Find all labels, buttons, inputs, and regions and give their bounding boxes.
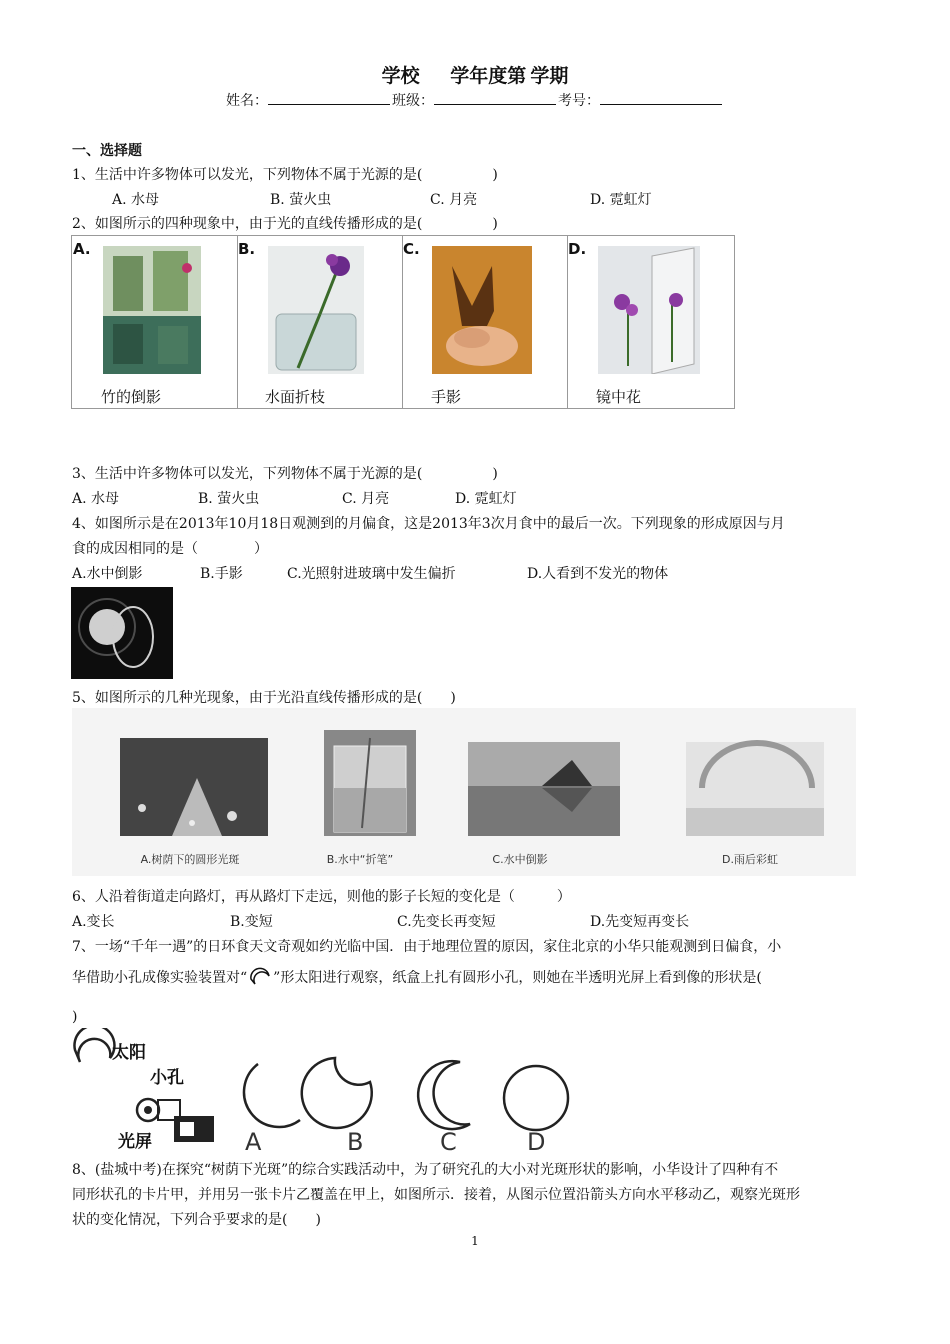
sun-label: 太阳	[112, 1043, 146, 1063]
q1-option-a: A. 水母	[112, 192, 160, 208]
q8-line3: 状的变化情况，下列合乎要求的是( )	[72, 1212, 321, 1228]
q5-caption-a: A.树荫下的圆形光斑	[140, 853, 240, 866]
exam-blank	[600, 92, 722, 105]
q7-line3: )	[72, 1009, 78, 1025]
section-heading: 一、选择题	[72, 143, 142, 159]
q7-line2-end: ”形太阳进行观察，纸盒上扎有圆形小孔，则她在半透明光屏上看到像的形状是(	[273, 970, 762, 986]
q6-option-c: C.先变长再变短	[397, 914, 496, 930]
q7-choice-d: D	[527, 1128, 546, 1156]
q5-caption-b: B.水中“折笔”	[326, 853, 394, 866]
q1-option-d: D. 霓虹灯	[590, 192, 652, 208]
q3-option-b: B. 萤火虫	[198, 491, 260, 507]
q2-divider	[237, 235, 238, 408]
q4-option-b: B.手影	[200, 566, 243, 582]
q3-option-a: A. 水母	[72, 491, 120, 507]
q4-option-c: C.光照射进玻璃中发生偏折	[287, 566, 456, 582]
q5-stem: 5、如图所示的几种光现象，由于光沿直线传播形成的是( )	[72, 690, 456, 706]
bent-branch-image	[268, 246, 364, 374]
page-title	[0, 61, 950, 88]
q5-caption-c: C.水中倒影	[492, 853, 548, 866]
q7-line2-start: 华借助小孔成像实验装置对“	[72, 970, 248, 986]
q2-panel-d-letter: D.	[568, 240, 587, 258]
exam-label: 考号：	[558, 93, 600, 109]
lunar-eclipse-image	[71, 587, 173, 679]
q4-stem-line1: 4、如图所示是在2013年10月18日观测到的月偏食，这是2013年3次月食中的最后一次。下列现象的形成原因与月	[72, 516, 785, 532]
q4-option-a: A.水中倒影	[72, 566, 143, 582]
q7-choice-b: B	[347, 1128, 364, 1156]
q1-option-b: B. 萤火虫	[270, 192, 332, 208]
q2-panel-b-letter: B.	[238, 240, 256, 258]
q2-panel-a-caption: 竹的倒影	[101, 388, 162, 406]
q2-panel-c-caption: 手影	[431, 388, 462, 406]
class-blank	[434, 92, 556, 105]
pinhole-label: 小孔	[150, 1068, 184, 1088]
term-label: 学期	[530, 65, 569, 87]
q8-line2: 同形状孔的卡片甲，并用另一张卡片乙覆盖在甲上，如图所示．接着，从图示位置沿箭头方向水平移动乙，观察光斑形	[72, 1187, 800, 1203]
name-label: 姓名：	[226, 93, 268, 109]
q6-option-a: A.变长	[72, 914, 115, 930]
q7-choice-a: A	[245, 1128, 262, 1156]
q2-panel-d-caption: 镜中花	[596, 388, 642, 406]
q8-line1: 8、(盐城中考)在探究“树荫下光斑”的综合实践活动中，为了研究孔的大小对光斑形状的影响，小华设计了四种有不	[72, 1162, 779, 1178]
q4-option-d: D.人看到不发光的物体	[527, 566, 669, 582]
year-label: 学年度第	[450, 65, 527, 87]
q7-line1: 7、一场“千年一遇”的日环食天文奇观如约光临中国．由于地理位置的原因，家住北京的小华只能观测到日偏食，小	[72, 939, 782, 955]
q2-divider	[402, 235, 403, 408]
q7-line2	[72, 966, 762, 988]
class-label: 班级：	[392, 93, 434, 109]
page-number: 1	[471, 1234, 479, 1248]
q2-divider	[567, 235, 568, 408]
crescent-sun-icon	[247, 966, 273, 988]
q2-panel-b-caption: 水面折枝	[265, 388, 326, 406]
q2-panel-a-letter: A.	[73, 240, 91, 258]
q3-stem: 3、生活中许多物体可以发光，下列物体不属于光源的是( )	[72, 466, 498, 482]
q1-option-c: C. 月亮	[430, 192, 478, 208]
q3-option-d: D. 霓虹灯	[455, 491, 517, 507]
q5-caption-d: D.雨后彩虹	[722, 853, 778, 866]
name-blank	[268, 92, 390, 105]
q7-choice-c: C	[440, 1128, 457, 1156]
q2-stem: 2、如图所示的四种现象中，由于光的直线传播形成的是( )	[72, 216, 498, 232]
screen-label: 光屏	[118, 1132, 152, 1152]
q6-option-d: D.先变短再变长	[590, 914, 690, 930]
q4-stem-line2: 食的成因相同的是（ ）	[72, 541, 268, 557]
student-info	[0, 90, 950, 110]
q1-stem: 1、生活中许多物体可以发光，下列物体不属于光源的是( )	[72, 167, 498, 183]
mirror-flower-image	[598, 246, 700, 374]
q6-option-b: B.变短	[230, 914, 273, 930]
q3-option-c: C. 月亮	[342, 491, 390, 507]
school-label: 学校	[381, 65, 420, 87]
hand-shadow-image	[432, 246, 532, 374]
q2-panel-c-letter: C.	[403, 240, 420, 258]
bamboo-reflection-image	[103, 246, 201, 374]
q6-stem: 6、人沿着街道走向路灯，再从路灯下走远，则他的影子长短的变化是（ ）	[72, 889, 571, 905]
